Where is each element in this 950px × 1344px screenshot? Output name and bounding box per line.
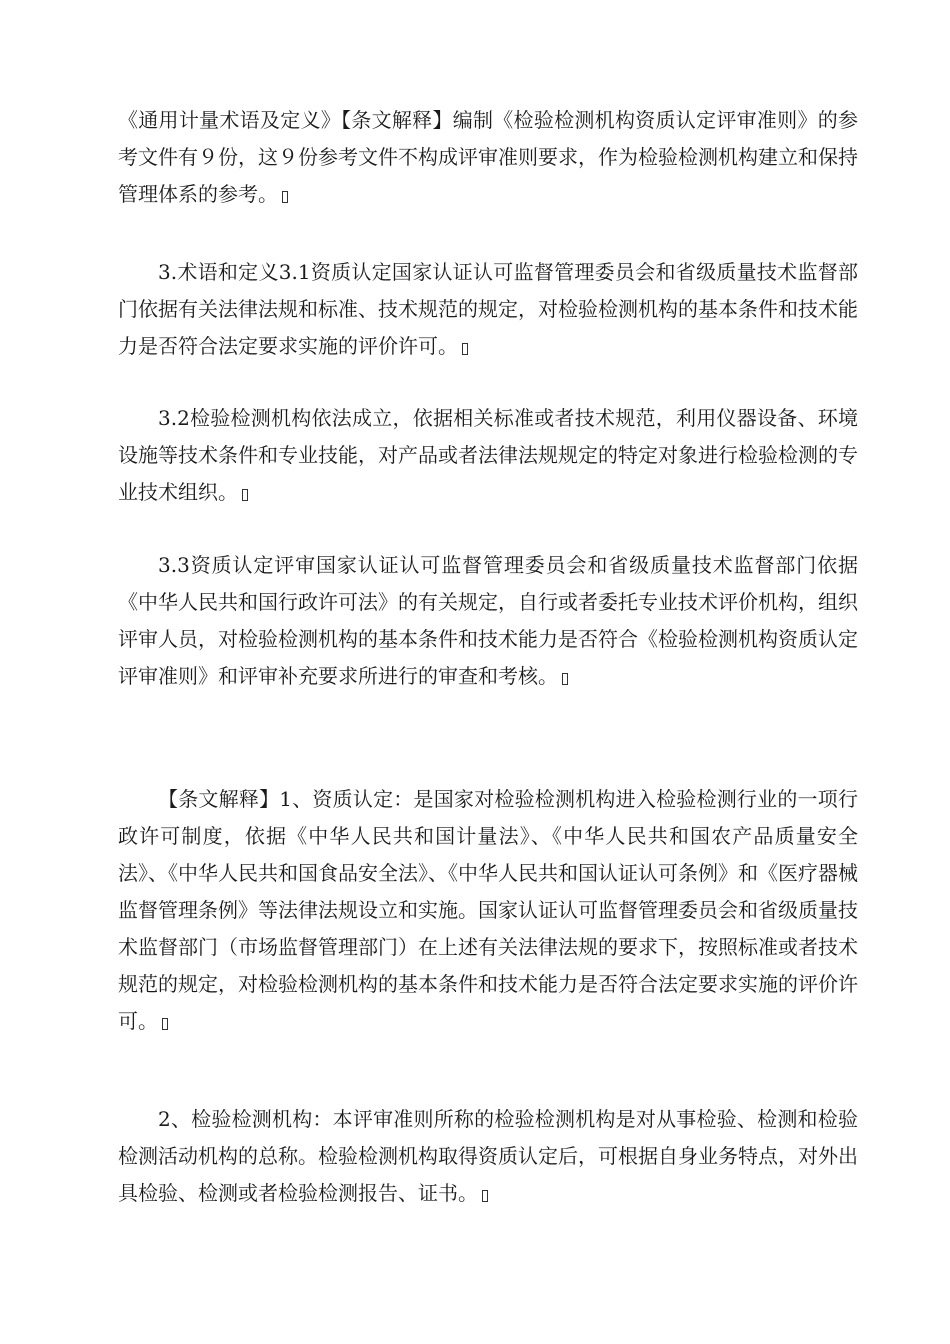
paragraph-explanation-2 <box>118 1101 858 1212</box>
paragraph-text: 3.3资质认定评审国家认证认可监督管理委员会和省级质量技术监督部门依据《中华人民共和国行政许可法》的有关规定，自行或者委托专业技术评价机构，组织评审人员，对检验检测机构的基本条件和技术能力是否符合《检验检测机构资质认定评审准则》和评审补充要求所进行的审查和考核。 <box>118 553 858 688</box>
paragraph-end-marker-icon <box>282 191 288 203</box>
paragraph-end-marker-icon <box>482 1190 488 1202</box>
paragraph-end-marker-icon <box>162 1018 168 1030</box>
paragraph-term-3-2 <box>118 400 858 511</box>
paragraph-text: 2、检验检测机构：本评审准则所称的检验检测机构是对从事检验、检测和检验检测活动机构的总称。检验检测机构取得资质认定后，可根据自身业务特点，对外出具检验、检测或者检验检测报告、证书。 <box>118 1107 858 1205</box>
paragraph-text: 3.2检验检测机构依法成立，依据相关标准或者技术规范，利用仪器设备、环境设施等技术条件和专业技能，对产品或者法律法规规定的特定对象进行检验检测的专业技术组织。 <box>118 406 858 504</box>
paragraph-text: 【条文解释】1、资质认定：是国家对检验检测机构进入检验检测行业的一项行政许可制度，依据《中华人民共和国计量法》、《中华人民共和国农产品质量安全法》、《中华人民共和国食品安全法》、《中华人民共和国认证认可条例》和《医疗器械监督管理条例》等法律法规设立和实施。国家认证认可监督管理委员会和省级质量技术监督部门（市场监督管理部门）在上述有关法律法规的要求下，按照标准或者技术规范的规定，对检验检测机构的基本条件和技术能力是否符合法定要求实施的评价许可。 <box>118 787 858 1033</box>
paragraph-end-marker-icon <box>242 489 248 501</box>
paragraph-text: 《通用计量术语及定义》【条文解释】编制《检验检测机构资质认定评审准则》的参考文件有９份，这９份参考文件不构成评审准则要求，作为检验检测机构建立和保持管理体系的参考。 <box>118 108 858 206</box>
paragraph-term-3-1 <box>118 254 858 365</box>
paragraph-explanation-1 <box>118 781 858 1040</box>
paragraph-text: 3.术语和定义3.1资质认定国家认证认可监督管理委员会和省级质量技术监督部门依据有关法律法规和标准、技术规范的规定，对检验检测机构的基本条件和技术能力是否符合法定要求实施的评价许可。 <box>118 260 858 358</box>
paragraph-term-3-3 <box>118 547 858 695</box>
paragraph-references <box>118 102 858 213</box>
paragraph-end-marker-icon <box>462 343 468 355</box>
paragraph-end-marker-icon <box>562 673 568 685</box>
